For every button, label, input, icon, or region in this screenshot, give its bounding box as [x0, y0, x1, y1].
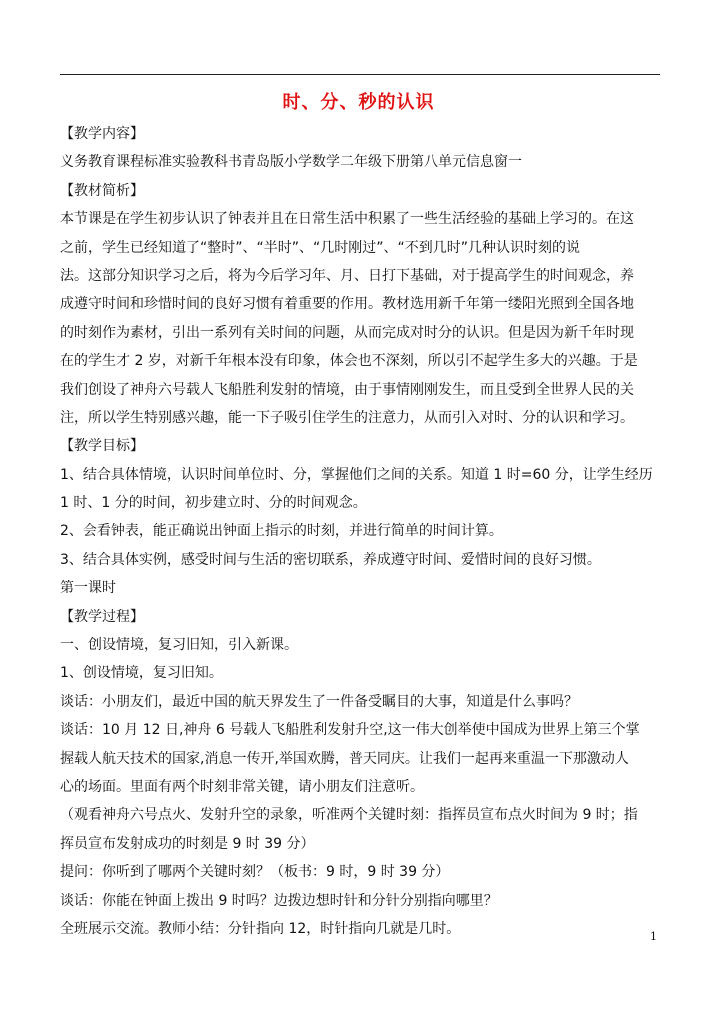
- text-line: 本节课是在学生初步认识了钟表并且在日常生活中积累了一些生活经验的基础上学习的。在这: [60, 211, 634, 228]
- text-line: 法。这部分知识学习之后，将为今后学习年、月、日打下基础，对于提高学生的时间观念，养: [60, 267, 634, 284]
- text-line: 心的场面。里面有两个时刻非常关键，请小朋友们注意听。: [60, 778, 424, 795]
- text-line: 提问：你听到了哪两个关键时刻？（板书：9 时，9 时 39 分）: [60, 864, 450, 881]
- text-line: 谈话：10 月 12 日,神舟 6 号载人飞船胜利发射升空,这一伟大创举使中国成为世界上第三个掌: [60, 722, 640, 739]
- text-line: 3、结合具体实例，感受时间与生活的密切联系，养成遵守时间、爱惜时间的良好习惯。: [60, 551, 601, 568]
- text-line: 我们创设了神舟六号载人飞船胜利发射的情境，由于事情刚刚发生，而且受到全世界人民的关: [60, 381, 634, 398]
- text-line: （观看神舟六号点火、发射升空的录象，听准两个关键时刻：指挥员宣布点火时间为 9 时；指: [60, 807, 638, 824]
- page-number: 1: [650, 930, 657, 943]
- text-line: 握载人航天技术的国家,消息一传开,举国欢腾，普天同庆。让我们一起再来重温一下那激动人: [60, 750, 629, 767]
- header-rule: [60, 74, 660, 75]
- section-heading-teaching-process: 【教学过程】: [60, 608, 144, 625]
- text-line: 1、结合具体情境，认识时间单位时、分，掌握他们之间的关系。知道 1 时=60 分，让学生经历: [60, 466, 653, 483]
- text-line: 挥员宣布发射成功的时刻是 9 时 39 分）: [60, 835, 315, 852]
- document-body: [60, 120, 663, 943]
- section-heading-teaching-goals: 【教学目标】: [60, 438, 144, 455]
- text-line: 一、创设情境，复习旧知，引入新课。: [60, 637, 298, 654]
- text-line: 成遵守时间和珍惜时间的良好习惯有着重要的作用。教材选用新千年第一缕阳光照到全国各地: [60, 296, 634, 313]
- text-line: 在的学生才 2 岁，对新千年根本没有印象，体会也不深刻，所以引不起学生多大的兴趣。于是: [60, 353, 638, 370]
- lesson-label: 第一课时: [60, 580, 116, 597]
- text-line: 1、创设情境，复习旧知。: [60, 665, 223, 682]
- text-line: 义务教育课程标准实验教科书青岛版小学数学二年级下册第八单元信息窗一: [60, 154, 522, 171]
- section-heading-teaching-content: 【教学内容】: [60, 126, 144, 142]
- text-line: 注，所以学生特别感兴趣，能一下子吸引住学生的注意力，从而引入对时、分的认识和学习。: [60, 409, 634, 426]
- page-title: 时、分、秒的认识: [282, 92, 435, 113]
- text-line: 1 时、1 分的时间，初步建立时、分的时间观念。: [60, 495, 367, 512]
- text-line: 2、会看钟表，能正确说出钟面上指示的时刻，并进行简单的时间计算。: [60, 523, 503, 540]
- text-line: 全班展示交流。教师小结：分针指向 12，时针指向几就是几时。: [60, 920, 461, 937]
- text-line: 谈话：小朋友们，最近中国的航天界发生了一件备受瞩目的大事，知道是什么事吗？: [60, 693, 578, 710]
- text-line: 谈话：你能在钟面上拨出 9 时吗？边拨边想时针和分针分别指向哪里？: [60, 892, 498, 909]
- section-heading-material-analysis: 【教材简析】: [60, 182, 144, 199]
- text-line: 的时刻作为素材，引出一系列有关时间的问题，从而完成对时分的认识。但是因为新千年时现: [60, 324, 634, 341]
- text-line: 之前，学生已经知道了“整时”、“半时”、“几时刚过”、“不到几时”几种认识时刻的说: [60, 239, 581, 256]
